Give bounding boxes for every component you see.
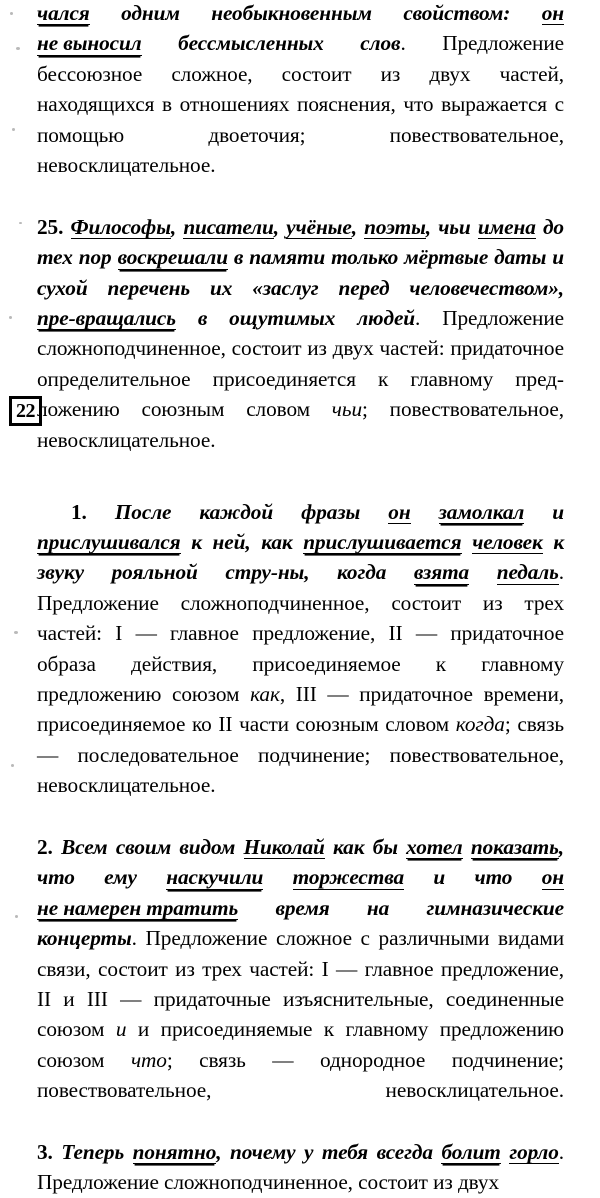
analysis-text: ; связь — последовательное подчинение; повествовательное, невосклицательное. <box>37 712 564 798</box>
predicate-underline: взята <box>413 560 470 585</box>
subject-underline: педаль <box>496 560 559 585</box>
analysis-text: . Предложение сложноподчиненное, состоит из двух частей: придаточное определительное присоединяется к главному предложению союзным словом <box>37 306 565 422</box>
predicate-underline: прислушивается <box>303 529 462 554</box>
subject-underline: поэты <box>364 214 426 239</box>
analysis-text: . Предложение сложноподчиненное, состоит из трех частей: I — главное предложение, II — придаточное образа действия, присоединяемое к главному предложению союзом <box>37 560 564 706</box>
item-number: 3. <box>37 1140 53 1165</box>
analysis-text: . Предложение сложноподчиненное, состоит из двух <box>37 1140 564 1195</box>
sentence-text: одним необыкновенным свойством: <box>89 1 542 25</box>
sentence-text: , <box>351 214 365 239</box>
paragraph-continued <box>37 0 564 211</box>
predicate-underline: хотел <box>406 834 463 859</box>
analysis-text: ; связь — однородное подчинение; повествовательное, невосклицательное. <box>37 1047 564 1103</box>
sentence-text: до тех пор <box>37 214 564 270</box>
scan-speck <box>16 47 20 50</box>
exercise-number-box: 22 <box>9 396 42 426</box>
subject-underline: он <box>388 499 411 524</box>
predicate-underline: прислушивался <box>37 529 181 554</box>
predicate-underline: воскрешали <box>117 245 228 270</box>
conjunction-word: чьи <box>331 397 362 422</box>
scan-speck <box>11 764 14 767</box>
subject-underline: торжества <box>292 865 405 890</box>
predicate-underline: чался <box>37 1 90 25</box>
analysis-text: . Предложение сложное с различными видами связи, состоит из трех частей: I — главное предложение, II и III — придаточные изъяснительные, соединенные союзом <box>37 926 564 1042</box>
sentence-text: к ней, как <box>180 529 304 554</box>
sentence-text: Теперь <box>61 1140 133 1165</box>
subject-underline: Николай <box>243 834 325 859</box>
conjunction-word: когда <box>455 712 505 737</box>
predicate-underline: не намерен тратить <box>37 895 239 920</box>
sentence-text: к звуку рояльной стру-ны, когда <box>37 529 565 585</box>
subject-underline: горло <box>509 1140 559 1165</box>
scan-speck <box>19 222 22 224</box>
sentence-text: , <box>273 214 287 239</box>
predicate-underline: пре-вращались <box>37 306 176 331</box>
scan-speck <box>12 128 15 131</box>
item-number: 2. <box>37 834 53 859</box>
subject-underline: имена <box>477 214 536 239</box>
paragraph-22-3 <box>37 1137 564 1198</box>
sentence-text: , почему у тебя всегда <box>216 1140 442 1165</box>
predicate-underline: понятно <box>132 1140 217 1165</box>
sentence-text: бессмысленных слов <box>141 31 401 56</box>
subject-underline: человек <box>472 529 543 554</box>
predicate-underline: показать <box>470 834 559 859</box>
space <box>263 865 292 889</box>
sentence-text: , чьи <box>425 214 478 239</box>
text-column <box>37 0 564 1198</box>
paragraph-22-1 <box>37 497 564 831</box>
scan-speck <box>14 631 18 634</box>
space <box>462 530 473 554</box>
space <box>501 1140 510 1164</box>
scan-speck <box>10 12 13 15</box>
subject-underline: Философы <box>70 214 171 239</box>
subject-underline: он <box>541 1 564 25</box>
subject-underline: учёные <box>286 214 352 239</box>
analysis-text: , III — придаточное времени, присоединяемое ко II части союзным словом <box>37 681 564 737</box>
sentence-text: как бы <box>324 834 407 859</box>
sentence-text: , <box>170 214 184 239</box>
sentence-text: и что <box>404 865 542 890</box>
predicate-underline: наскучили <box>166 865 264 890</box>
sentence-text: время на гимназические концерты <box>37 895 564 951</box>
item-number: 25. <box>37 214 64 239</box>
conjunction-word: и <box>115 1017 127 1042</box>
subject-underline: писатели <box>183 214 274 239</box>
sentence-text: , что ему <box>37 834 564 890</box>
paragraph-22-2 <box>37 832 564 1136</box>
sentence-text: После каждой фразы <box>114 499 389 524</box>
conjunction-word: как <box>250 681 280 706</box>
subject-underline: он <box>541 865 564 890</box>
item-number: 1. <box>71 499 87 524</box>
sentence-text: и <box>524 499 565 524</box>
space <box>469 560 497 584</box>
predicate-underline: болит <box>441 1140 501 1165</box>
sentence-text: Всем своим видом <box>61 834 244 859</box>
predicate-underline: не выносил <box>37 31 142 56</box>
scan-speck <box>9 316 12 319</box>
conjunction-word: что <box>130 1047 167 1072</box>
analysis-text: и присоединяемые к главному предложению союзом <box>37 1017 564 1072</box>
analysis-text: . Предложение бессоюзное сложное, состоит из двух частей, находящихся в отношениях пояснения, что выражается с помощью двоеточия; повествовательное, невосклицательное. <box>37 31 565 178</box>
sentence-text: в памяти только мёртвые даты и сухой перечень их «заслуг перед человечеством», <box>37 245 564 300</box>
paragraph-25 <box>37 212 564 486</box>
sentence-text: в ощутимых людей <box>175 306 416 331</box>
predicate-underline: замолкал <box>438 499 525 524</box>
space <box>463 835 471 859</box>
analysis-text: ; повествовательное, невосклицательное. <box>37 397 564 452</box>
scan-speck <box>15 915 18 918</box>
space <box>411 500 439 524</box>
